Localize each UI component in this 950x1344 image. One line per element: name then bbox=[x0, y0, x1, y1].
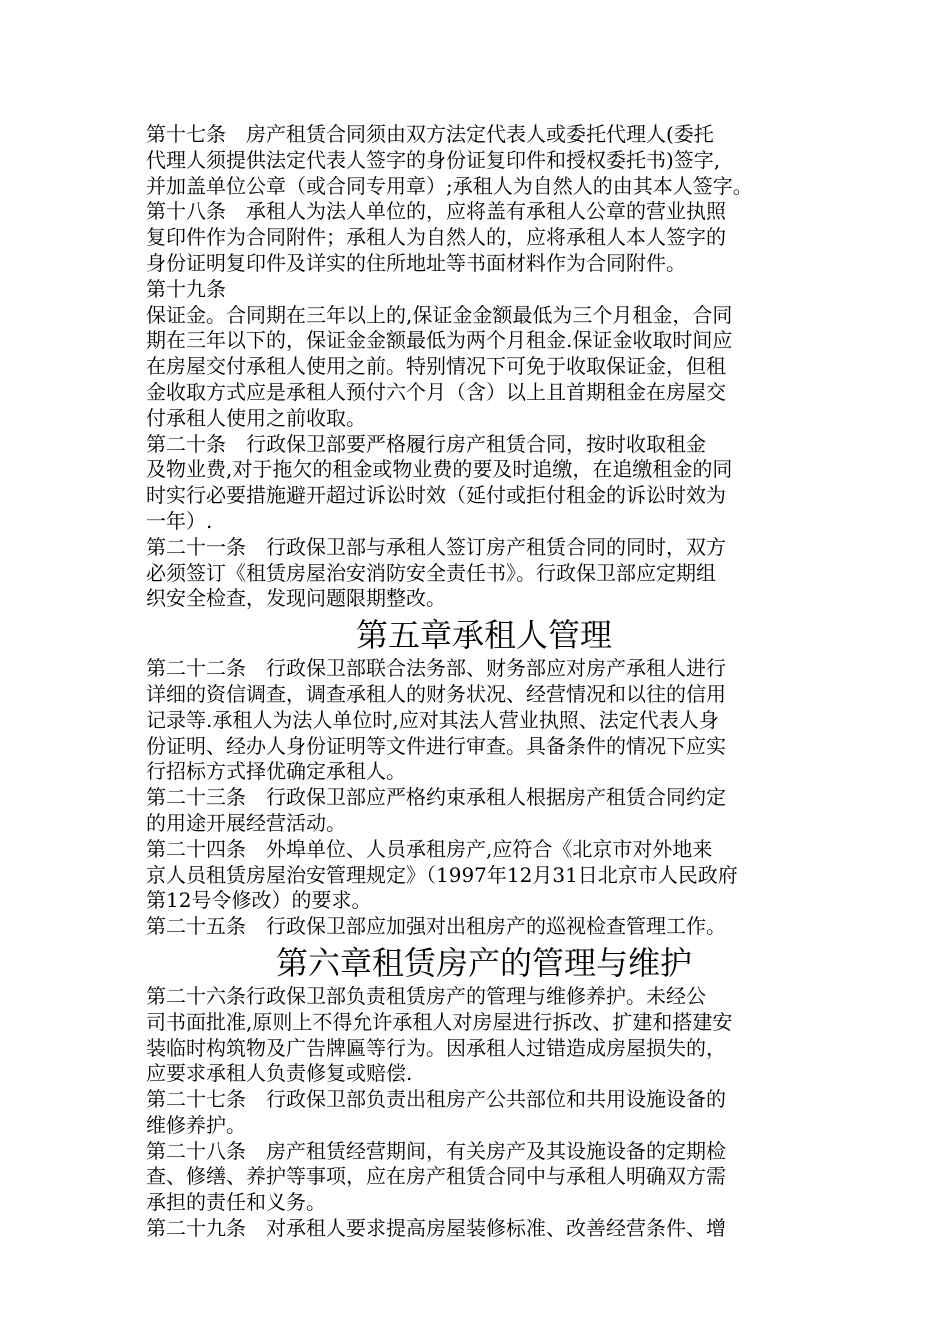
text-line: 付承租人使用之前收取。 bbox=[146, 405, 366, 430]
article-24 bbox=[146, 837, 822, 914]
article-20 bbox=[146, 432, 822, 535]
text-line: 并加盖单位公章（或合同专用章）;承租人为自然人的由其本人签字。 bbox=[146, 173, 753, 198]
text-line: 及物业费,对于拖欠的租金或物业费的要及时追缴，在追缴租金的同 bbox=[146, 457, 733, 482]
article-18 bbox=[146, 199, 822, 276]
article-23 bbox=[146, 785, 822, 837]
text-line: 代理人须提供法定代表人签字的身份证复印件和授权委托书)签字, bbox=[146, 147, 721, 172]
text-line: 一年）. bbox=[146, 508, 213, 533]
chapter-6-heading: 第六章租赁房产的管理与维护 bbox=[275, 943, 692, 982]
article-29 bbox=[146, 1216, 822, 1242]
text-line: 承担的责任和义务。 bbox=[146, 1190, 326, 1215]
text-line: 复印件作为合同附件；承租人为自然人的，应将承租人本人签字的 bbox=[146, 225, 726, 250]
text-line: 金收取方式应是承租人预付六个月（含）以上且首期租金在房屋交 bbox=[146, 379, 726, 404]
text-line: 查、修缮、养护等事项，应在房产租赁合同中与承租人明确双方需 bbox=[146, 1164, 726, 1189]
text-line: 份证明、经办人身份证明等文件进行审查。具备条件的情况下应实 bbox=[146, 733, 726, 758]
text-line: 第十八条 承租人为法人单位的，应将盖有承租人公章的营业执照 bbox=[146, 199, 726, 224]
text-line: 应要求承租人负责修复或赔偿. bbox=[146, 1061, 413, 1086]
article-27 bbox=[146, 1087, 822, 1139]
article-19 bbox=[146, 277, 822, 432]
article-25 bbox=[146, 914, 822, 940]
text-line: 第二十四条 外埠单位、人员承租房产,应符合《北京市对外地来 bbox=[146, 836, 713, 861]
text-line: 第二十五条 行政保卫部应加强对出租房产的巡视检查管理工作。 bbox=[146, 914, 726, 939]
text-line: 装临时构筑物及广告牌匾等行为。因承租人过错造成房屋损失的， bbox=[146, 1035, 726, 1060]
text-line: 第二十条 行政保卫部要严格履行房产租赁合同，按时收取租金 bbox=[146, 431, 706, 456]
text-line: 第二十六条行政保卫部负责租赁房产的管理与维修养护。未经公 bbox=[146, 983, 706, 1008]
text-line: 织安全检查，发现问题限期整改。 bbox=[146, 586, 446, 611]
text-line: 保证金。合同期在三年以上的,保证金金额最低为三个月租金，合同 bbox=[146, 302, 733, 327]
text-line: 行招标方式择优确定承租人。 bbox=[146, 759, 406, 784]
document-body bbox=[146, 122, 822, 1242]
text-line: 司书面批准,原则上不得允许承租人对房屋进行拆改、扩建和搭建安 bbox=[146, 1009, 733, 1034]
text-line: 第二十三条 行政保卫部应严格约束承租人根据房产租赁合同约定 bbox=[146, 785, 726, 810]
text-line: 第二十八条 房产租赁经营期间，有关房产及其设施设备的定期检 bbox=[146, 1138, 726, 1163]
text-line: 第二十二条 行政保卫部联合法务部、财务部应对房产承租人进行 bbox=[146, 656, 726, 681]
text-line: 维修养护。 bbox=[146, 1112, 246, 1137]
text-line: 第二十七条 行政保卫部负责出租房产公共部位和共用设施设备的 bbox=[146, 1087, 726, 1112]
text-line: 必须签订《租赁房屋治安消防安全责任书》。行政保卫部应定期组 bbox=[146, 560, 716, 585]
text-line: 详细的资信调查，调查承租人的财务状况、经营情况和以往的信用 bbox=[146, 681, 726, 706]
article-26 bbox=[146, 984, 822, 1087]
text-line: 第二十一条 行政保卫部与承租人签订房产租赁合同的同时，双方 bbox=[146, 534, 726, 559]
article-22 bbox=[146, 656, 822, 785]
text-line: 在房屋交付承租人使用之前。特别情况下可免于收取保证金，但租 bbox=[146, 354, 726, 379]
text-line: 时实行必要措施避开超过诉讼时效（延付或拒付租金的诉讼时效为 bbox=[146, 483, 726, 508]
article-28 bbox=[146, 1139, 822, 1216]
text-line: 的用途开展经营活动。 bbox=[146, 810, 346, 835]
text-line: 期在三年以下的，保证金金额最低为两个月租金.保证金收取时间应 bbox=[146, 328, 733, 353]
text-line: 第二十九条 对承租人要求提高房屋装修标准、改善经营条件、增 bbox=[146, 1216, 726, 1241]
text-line: 第十九条 bbox=[146, 276, 226, 301]
text-line: 记录等.承租人为法人单位时,应对其法人营业执照、法定代表人身 bbox=[146, 707, 719, 732]
article-17 bbox=[146, 122, 822, 199]
text-line: 身份证明复印件及详实的住所地址等书面材料作为合同附件。 bbox=[146, 250, 686, 275]
text-line: 第十七条 房产租赁合同须由双方法定代表人或委托代理人(委托 bbox=[146, 122, 714, 146]
chapter-5-heading: 第五章承租人管理 bbox=[355, 616, 612, 655]
text-line: 京人员租赁房屋治安管理规定》（1997年12月31日北京市人民政府 bbox=[146, 862, 738, 887]
article-21 bbox=[146, 535, 822, 612]
text-line: 第12号令修改）的要求。 bbox=[146, 888, 372, 913]
